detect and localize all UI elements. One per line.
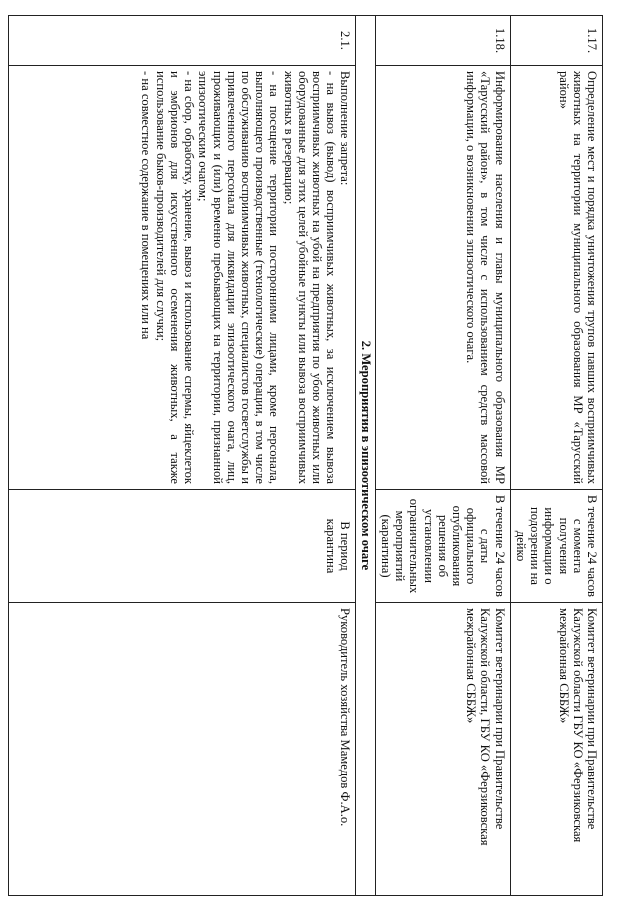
responsible-party: Комитет ветеринарии при Правительстве Калужской области, ГБУ КО «Ферзиковская межрайонная СББЖ» [375, 603, 510, 896]
table-row [375, 16, 510, 896]
measure-description: Определение мест и порядка уничтожения трупов павших восприимчивых животных на территории муниципального образования МР «Тарусский район» [510, 66, 602, 490]
row-number: 1.17. [510, 16, 602, 66]
table-row [510, 16, 602, 896]
section-title: 2. Мероприятия в эпизоотическом очаге [356, 16, 375, 896]
prohibition-intro: Выполнение запрета: [338, 71, 353, 186]
measure-description [9, 66, 356, 490]
row-number: 2.1. [9, 16, 356, 66]
measure-description: Информирование населения и главы муниципального образования МР «Тарусский район», в том числе с использованием средств массовой информации, о возникновении эпизоотического очага. [375, 66, 510, 490]
measure-term: В течение 24 часов с момента получения информации о подозрении на дейко [510, 490, 602, 603]
prohibition-item: - на совместное содержание в помещениях или на [139, 71, 154, 340]
prohibition-item: - на сбор, обработку, хранение, вывоз и использование спермы, яйцеклеток и эмбрионов для искусственного осеменения животных, а также использование быков-производителей для случки; [153, 71, 197, 484]
measure-term: В течение 24 часов с даты официального опубликования решения об установлении ограничительных мероприятий (карантина) [375, 490, 510, 603]
prohibition-item: - на посещение территории посторонними лицами, кроме персонала, выполняющего производственные (технологические) операции, в том числе по обслуживанию восприимчивых животных, специалистов госветслужбы и привлеченного персонала для ликвидации эпизоотического очага, лиц, проживающих и (или) временно пребывающих на территории, признанной эпизоотическим очагом; [196, 71, 282, 484]
prohibition-item: - на вывоз (вывод) восприимчивых животных, за исключением вывоза восприимчивых животных на убой на предприятия по убою животных или оборудованные для этих целей убойные пункты или вывоза восприимчивых животных в резервацию; [281, 71, 339, 484]
section-header-row [356, 16, 375, 896]
responsible-party: Руководитель хозяйства Мамедов Ф.А.о. [9, 603, 356, 896]
measure-term: В период карантина [9, 490, 356, 603]
responsible-party: Комитет ветеринарии при Правительстве Калужской области ГБУ КО «Ферзиковская межрайонная СББЖ» [510, 603, 602, 896]
table-row [9, 16, 356, 896]
rotated-table-container [23, 15, 603, 895]
row-number: 1.18. [375, 16, 510, 66]
measures-table [9, 15, 604, 896]
